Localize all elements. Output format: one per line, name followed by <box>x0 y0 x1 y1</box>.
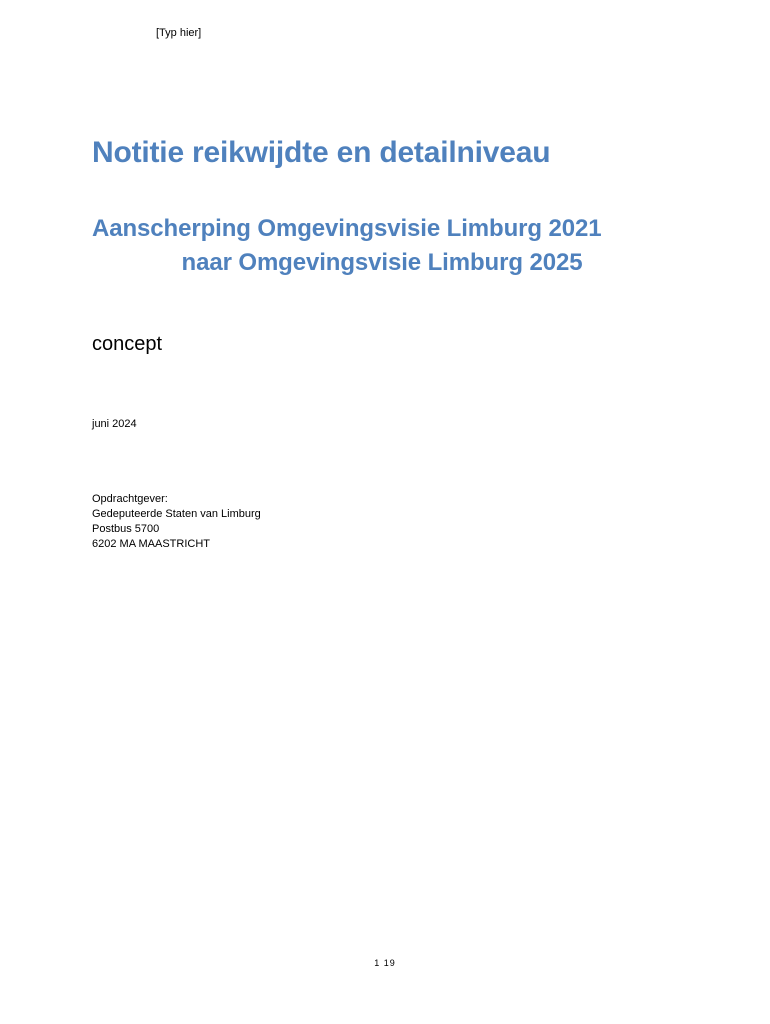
client-postal-city: 6202 MA MAASTRICHT <box>92 538 210 550</box>
client-postbox: Postbus 5700 <box>92 523 160 535</box>
client-block <box>92 492 261 552</box>
subtitle-line-2: naar Omgevingsvisie Limburg 2025 <box>181 249 583 276</box>
document-title: Notitie reikwijdte en detailniveau <box>92 136 551 169</box>
document-status: concept <box>92 333 163 355</box>
header-placeholder-text: [Typ hier] <box>156 27 202 39</box>
subtitle-line-1: Aanscherping Omgevingsvisie Limburg 2021 <box>92 215 602 242</box>
document-date: juni 2024 <box>92 418 137 430</box>
client-label: Opdrachtgever: <box>92 493 168 505</box>
document-subtitle <box>92 212 672 280</box>
page-number: 1 19 <box>374 958 396 968</box>
client-name: Gedeputeerde Staten van Limburg <box>92 508 261 520</box>
